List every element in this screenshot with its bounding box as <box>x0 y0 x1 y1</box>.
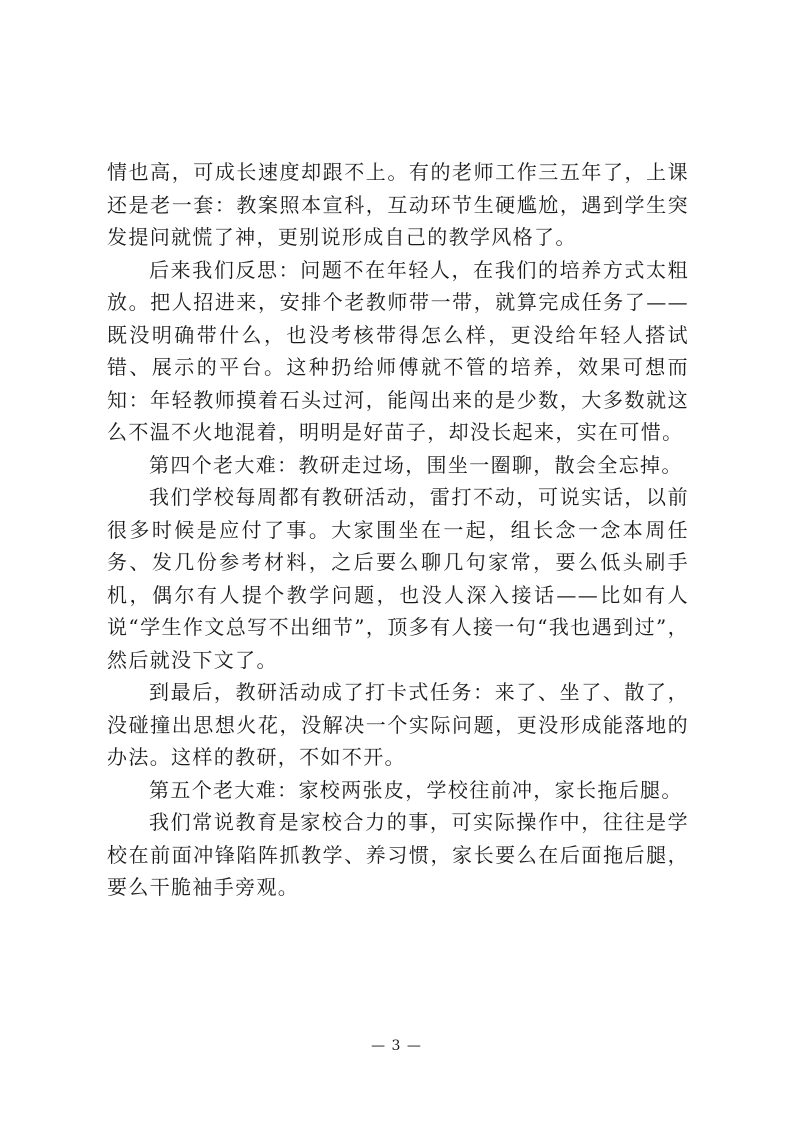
page-number: — 3 — <box>371 1038 422 1054</box>
paragraph-heading-fourth-problem: 第四个老大难：教研走过场，围坐一圈聊，散会全忘掉。 <box>149 452 683 477</box>
paragraph-continuation: 情也高，可成长速度却跟不上。有的老师工作三五年了，上课还是老一套：教案照本宣科，互动环节生硬尴尬，遇到学生突发提问就慌了神，更别说形成自己的教学风格了。 <box>107 160 689 249</box>
paragraph-heading-fifth-problem: 第五个老大难：家校两张皮，学校往前冲，家长拖后腿。 <box>149 777 683 802</box>
paragraph-reflection: 后来我们反思：问题不在年轻人，在我们的培养方式太粗放。把人招进来，安排个老教师带一带，就算完成任务了——既没明确带什么，也没考核带得怎么样，更没给年轻人搭试错、展示的平台。这种扔给师傅就不管的培养，效果可想而知：年轻教师摸着石头过河，能闯出来的是少数，大多数就这么不温不火地混着，明明是好苗子，却没长起来，实在可惜。 <box>107 257 689 444</box>
paragraph-home-school: 我们常说教育是家校合力的事，可实际操作中，往往是学校在前面冲锋陷阵抓教学、养习惯，家长要么在后面拖后腿，要么干脆袖手旁观。 <box>107 810 689 899</box>
paragraph-research-result: 到最后，教研活动成了打卡式任务：来了、坐了、散了，没碰撞出思想火花，没解决一个实际问题，更没形成能落地的办法。这样的教研，不如不开。 <box>107 680 689 769</box>
document-body <box>107 156 689 904</box>
paragraph-teaching-research: 我们学校每周都有教研活动，雷打不动，可说实话，以前很多时候是应付了事。大家围坐在一起，组长念一念本周任务、发几份参考材料，之后要么聊几句家常，要么低头刷手机，偶尔有人提个教学问题，也没人深入接话——比如有人说“学生作文总写不出细节”，顶多有人接一句“我也遇到过”，然后就没下文了。 <box>107 485 689 672</box>
